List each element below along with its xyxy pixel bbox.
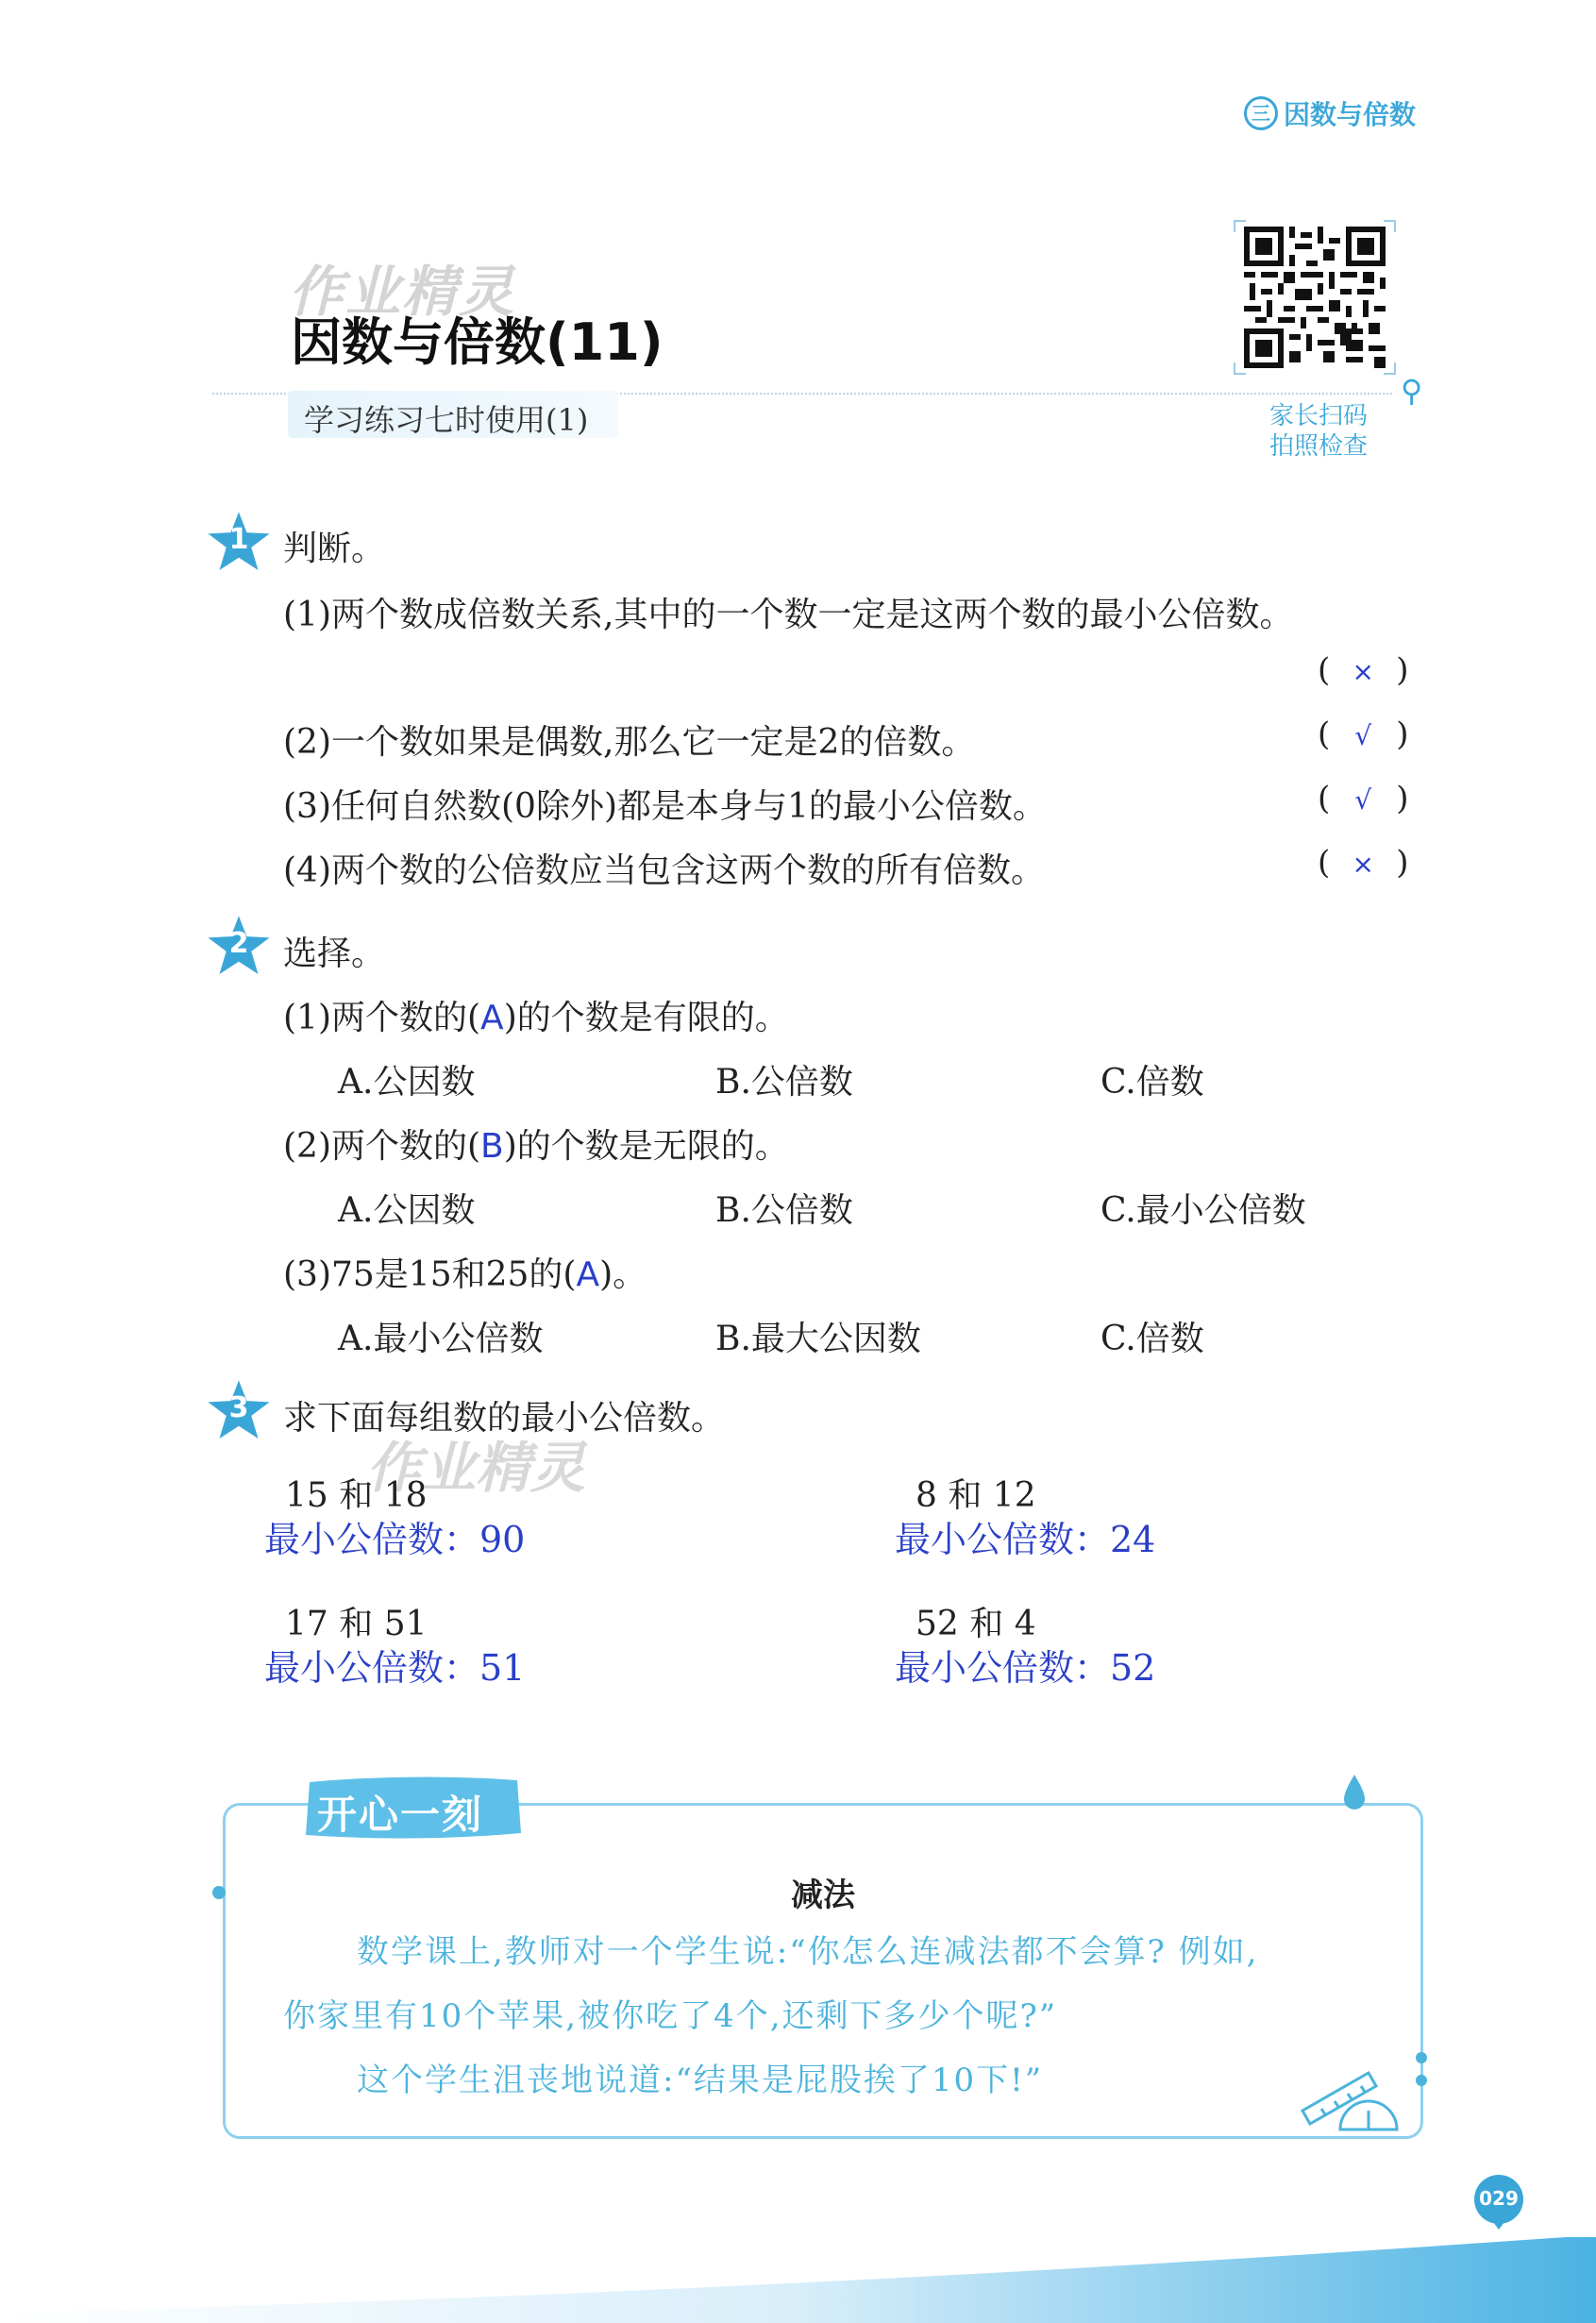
choice-1-option-a: A.公因数 [338,1063,476,1102]
choice-2-option-c: C.最小公倍数 [1100,1191,1306,1230]
judge-answer-slot-4: ( × ) [1318,844,1409,882]
page-number: 029 [1479,2187,1519,2210]
chapter-number: 三 [1244,96,1278,130]
choice-question-1: (1)两个数的(A)的个数是有限的。 [283,999,789,1037]
page-number-badge [1469,2171,1529,2231]
judge-answer-4: × [1352,849,1374,880]
section3-title: 求下面每组数的最小公倍数。 [283,1399,726,1438]
joke-title: 减法 [791,1877,855,1914]
joke-line-3: 这个学生沮丧地说道:“结果是屁股挨了10下!” [357,2062,1044,2099]
qr-code-icon[interactable] [1244,227,1386,368]
subtitle: 学习练习七时使用(1) [304,402,589,438]
section3-number: 3 [228,1391,249,1424]
choice-1-option-b: B.公倍数 [715,1063,853,1102]
decor-drop-top [1340,1773,1369,1810]
choice-question-2: (2)两个数的(B)的个数是无限的。 [283,1127,789,1166]
section1-badge [206,510,272,576]
judge-answer-1: × [1352,656,1374,687]
judge-answer-3: √ [1354,784,1372,816]
choice-3-option-b: B.最大公因数 [715,1320,921,1358]
title-watermark: 作业精灵 [289,260,516,324]
lcm-answer-1: 最小公倍数：90 [264,1519,526,1560]
decor-drop-left [210,1878,228,1907]
section1-title: 判断。 [283,530,386,568]
decor-dots-right [1412,2048,1431,2096]
choice-question-3: (3)75是15和25的(A)。 [283,1255,647,1294]
judge-answer-slot-2: ( √ ) [1318,715,1409,753]
judge-item-2: (2)一个数如果是偶数,那么它一定是2的倍数。 [283,723,976,762]
bottom-wave-decoration [0,2228,1596,2323]
chapter-tag [1244,94,1416,132]
lcm-pair-4: 52 和 4 [916,1605,1036,1643]
lcm-pair-2: 8 和 12 [916,1476,1036,1515]
qr-caption-line2: 拍照检查 [1269,432,1369,461]
choice-2-option-a: A.公因数 [338,1191,476,1230]
section3-watermark: 作业精灵 [366,1436,586,1500]
choice-2-option-b: B.公倍数 [715,1191,853,1230]
section2-number: 2 [228,927,249,960]
choice-answer-1: A [480,999,504,1037]
joke-tag [300,1775,527,1841]
lcm-answer-4: 最小公倍数：52 [895,1647,1156,1689]
chapter-name: 因数与倍数 [1284,99,1417,130]
section2-badge [206,914,272,980]
choice-3-option-a: A.最小公倍数 [338,1320,544,1358]
judge-answer-slot-1: ( × ) [1318,651,1409,689]
joke-line-2: 你家里有10个苹果,被你吃了4个,还剩下多少个呢?” [283,1997,1058,2035]
section1-number: 1 [228,523,249,556]
page-title: 因数与倍数(11) [291,312,664,372]
magnifier-icon: ⚲ [1401,373,1423,409]
judge-answer-2: √ [1354,720,1372,751]
choice-1-option-c: C.倍数 [1100,1063,1204,1102]
section2-title: 选择。 [283,934,386,973]
judge-item-1: (1)两个数成倍数关系,其中的一个数一定是这两个数的最小公倍数。 [283,596,1294,634]
judge-answer-slot-3: ( √ ) [1318,780,1409,817]
qr-caption-line1: 家长扫码 [1269,402,1369,430]
lcm-answer-2: 最小公倍数：24 [895,1519,1156,1560]
judge-item-4: (4)两个数的公倍数应当包含这两个数的所有倍数。 [283,851,1045,890]
choice-answer-3: A [576,1255,600,1294]
joke-line-1: 数学课上,教师对一个学生说:“你怎么连减法都不会算? 例如, [357,1933,1259,1971]
ruler-protractor-icon [1293,2054,1406,2139]
lcm-pair-1: 15 和 18 [285,1476,428,1515]
judge-item-3: (3)任何自然数(0除外)都是本身与1的最小公倍数。 [283,787,1047,826]
lcm-answer-3: 最小公倍数：51 [264,1647,526,1689]
joke-tag-label: 开心一刻 [317,1792,484,1838]
choice-3-option-c: C.倍数 [1100,1320,1204,1358]
section3-badge [206,1378,272,1444]
choice-answer-2: B [480,1127,504,1166]
lcm-pair-3: 17 和 51 [285,1605,428,1643]
